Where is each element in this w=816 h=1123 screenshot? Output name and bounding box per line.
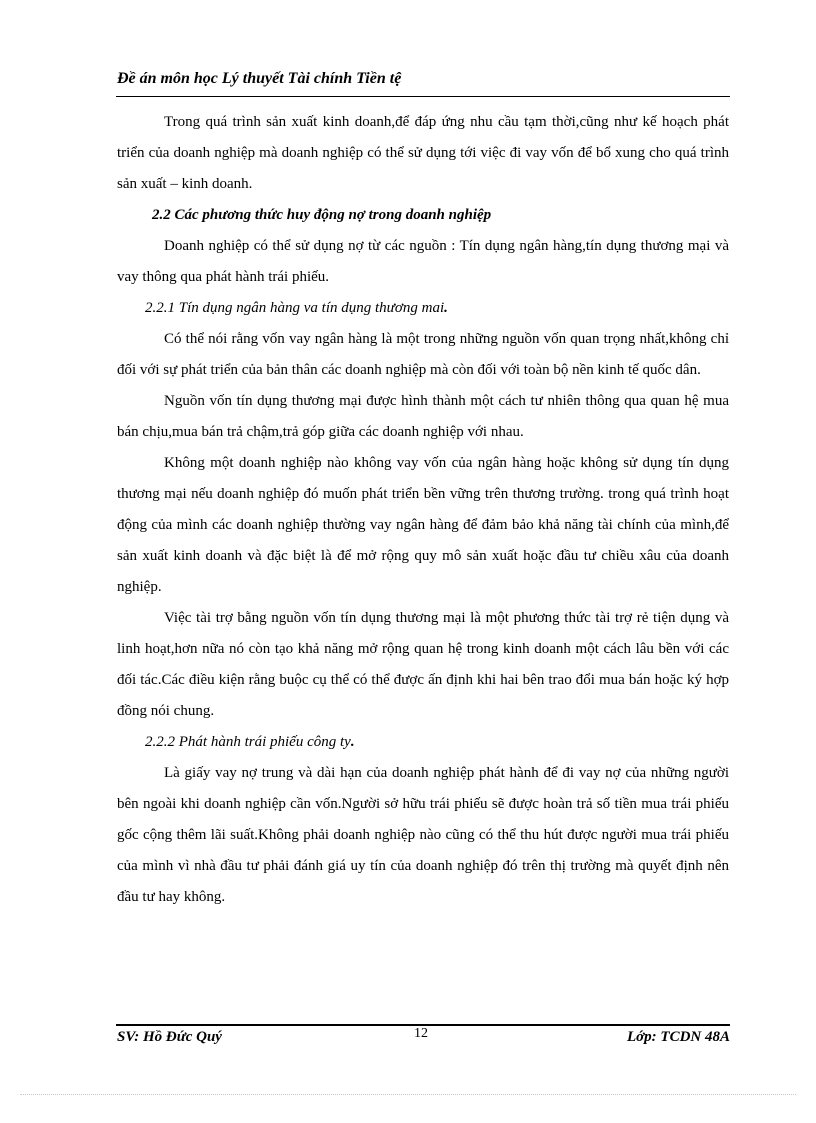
header-divider — [116, 96, 730, 97]
footer-student-name: SV: Hồ Đức Quý — [117, 1029, 222, 1045]
footer-class-label: Lớp: TCDN 48A — [626, 1029, 730, 1045]
subsection-heading-2-2-2 — [117, 727, 729, 758]
subsection-heading-2-2-1-text: 2.2.1 Tín dụng ngân hàng va tín dụng thương mai — [145, 300, 445, 316]
subsection-heading-2-2-2-dot: . — [350, 734, 355, 750]
document-body — [117, 107, 729, 913]
page-header-title: Đề án môn học Lý thuyết Tài chính Tiền tệ — [117, 70, 402, 87]
page-bottom-edge — [20, 1094, 796, 1095]
paragraph-bank-loans: Có thể nói rằng vốn vay ngân hàng là một trong những nguồn vốn quan trọng nhất,không chỉ đối với sự phát triển của bản thân các doanh nghiệp mà còn đối với toàn bộ nền kinh tế quốc dân. — [117, 331, 729, 378]
subsection-heading-2-2-1 — [117, 293, 729, 324]
paragraph-bonds: Là giấy vay nợ trung và dài hạn của doanh nghiệp phát hành để đi vay nợ của những người bên ngoài khi doanh nghiệp cần vốn.Người sở hữu trái phiếu sẽ được hoàn trả số tiền mua trái phiếu gốc cộng thêm lãi suất.Không phải doanh nghiệp nào cũng có thể thu hút được người mua trái phiếu của mình vì nhà đầu tư phải đánh giá uy tín của doanh nghiệp đó trên thị trường mà quyết định nên đầu tư hay không. — [117, 765, 729, 905]
paragraph-every-enterprise: Không một doanh nghiệp nào không vay vốn của ngân hàng hoặc không sử dụng tín dụng thương mại nếu doanh nghiệp đó muốn phát triển bền vững trên thương trường. trong quá trình hoạt động của mình các doanh nghiệp thường vay ngân hàng để đảm bảo khả năng tài chính của mình,để sản xuất kinh doanh và đặc biệt là để mở rộng quy mô sản xuất hoặc đầu tư chiều xâu của doanh nghiệp. — [117, 455, 729, 595]
page-number: 12 — [414, 1026, 428, 1041]
paragraph-debt-sources: Doanh nghiệp có thể sử dụng nợ từ các nguồn : Tín dụng ngân hàng,tín dụng thương mại và vay thông qua phát hành trái phiếu. — [117, 238, 729, 285]
section-heading-2-2: 2.2 Các phương thức huy động nợ trong doanh nghiệp — [152, 207, 492, 223]
subsection-heading-2-2-1-dot: . — [444, 300, 448, 316]
paragraph-trade-credit: Nguồn vốn tín dụng thương mại được hình thành một cách tư nhiên thông qua quan hệ mua bán chịu,mua bán trả chậm,trả góp giữa các doanh nghiệp với nhau. — [117, 393, 729, 440]
paragraph-intro: Trong quá trình sản xuất kinh doanh,để đáp ứng nhu cầu tạm thời,cũng như kế hoạch phát triển của doanh nghiệp mà doanh nghiệp có thể sử dụng tới việc đi vay vốn để bổ xung cho quá trình sản xuất – kinh doanh. — [117, 114, 729, 192]
paragraph-financing: Việc tài trợ bằng nguồn vốn tín dụng thương mại là một phương thức tài trợ rẻ tiện dụng và linh hoạt,hơn nữa nó còn tạo khả năng mở rộng quan hệ trong kinh doanh một cách lâu bền với các đối tác.Các điều kiện rằng buộc cụ thể có thể được ấn định khi hai bên trao đổi mua bán hoặc ký hợp đồng nói chung. — [117, 610, 729, 719]
subsection-heading-2-2-2-text: 2.2.2 Phát hành trái phiếu công ty — [145, 734, 351, 750]
